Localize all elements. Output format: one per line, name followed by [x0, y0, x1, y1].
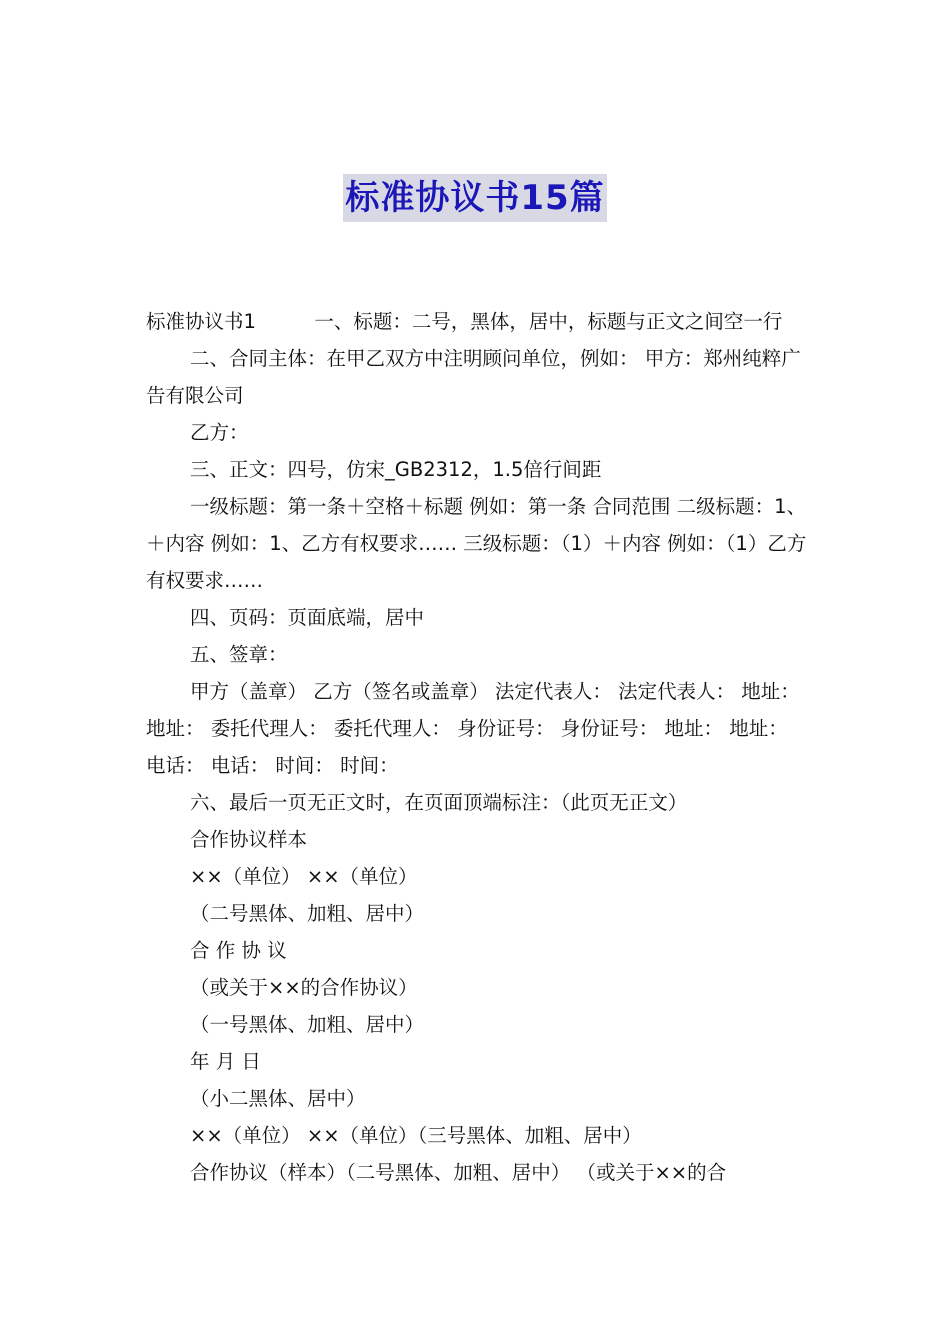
paragraph: （二号黑体、加粗、居中） [190, 902, 425, 925]
document-title: 标准协议书15篇 [343, 174, 606, 222]
paragraph: 五、签章： [190, 643, 288, 666]
paragraph: 乙方： [190, 421, 249, 444]
paragraph: ××（单位） ××（单位） [190, 865, 418, 888]
paragraph: 四、页码：页面底端，居中 [190, 606, 425, 629]
paragraph: 合作协议样本 [190, 828, 308, 851]
paragraph: 合 作 协 议 [190, 939, 287, 962]
paragraph: 甲方（盖章） 乙方（签名或盖章） 法定代表人： 法定代表人： 地址： 地址： 委托代理人： 委托代理人： 身份证号： 身份证号： 地址： 地址： 电话： 电话： 时间： 时间： [146, 680, 806, 777]
paragraph: 三、正文：四号，仿宋_GB2312，1.5倍行间距 [190, 458, 602, 481]
paragraph: 六、最后一页无正文时，在页面顶端标注：（此页无正文） [190, 791, 688, 814]
paragraph: 年 月 日 [190, 1050, 261, 1073]
paragraph: （小二黑体、居中） [190, 1087, 366, 1110]
title-container [0, 174, 950, 222]
paragraph: 合作协议（样本）（二号黑体、加粗、居中） （或关于××的合 [190, 1161, 727, 1184]
paragraph: 二、合同主体：在甲乙双方中注明顾问单位，例如： 甲方：郑州纯粹广告有限公司 [146, 347, 801, 407]
paragraph: 标准协议书1 一、标题：二号，黑体，居中，标题与正文之间空一行 [146, 310, 783, 333]
paragraph: ××（单位） ××（单位）（三号黑体、加粗、居中） [190, 1124, 642, 1147]
paragraph: （或关于××的合作协议） [190, 976, 418, 999]
paragraph: 一级标题：第一条＋空格＋标题 例如：第一条 合同范围 二级标题：1、＋内容 例如：1、乙方有权要求…… 三级标题：（1）＋内容 例如：（1）乙方有权要求…… [146, 495, 807, 592]
paragraph: （一号黑体、加粗、居中） [190, 1013, 425, 1036]
document-body [146, 303, 812, 1191]
